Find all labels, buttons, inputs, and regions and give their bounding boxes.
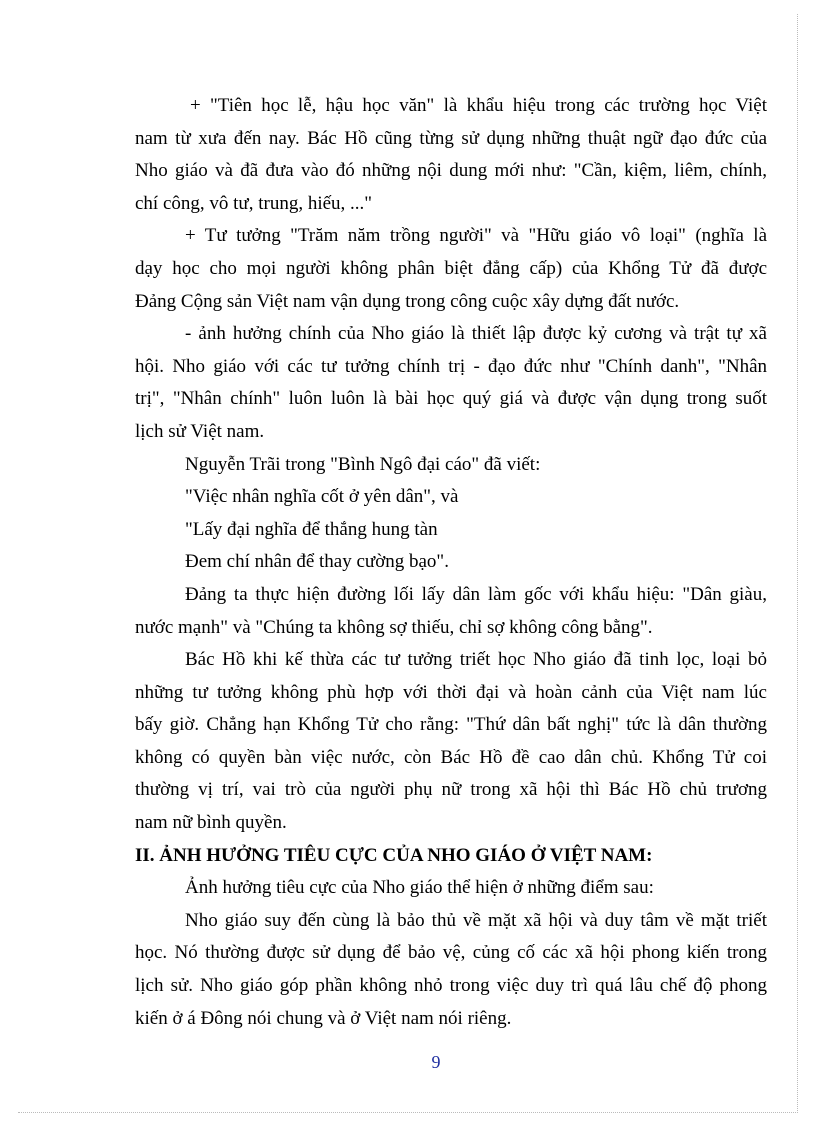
page-number: 9: [431, 1052, 441, 1072]
paragraph-line: nước mạnh" và "Chúng ta không sợ thiếu, chỉ sợ không công bằng".: [135, 616, 653, 638]
paragraph-line: nam từ xưa đến nay. Bác Hồ cũng từng sử dụng những thuật ngữ đạo đức của: [135, 127, 767, 149]
paragraph-line: những tư tưởng không phù hợp với thời đại và hoàn cảnh của Việt nam lúc: [135, 681, 767, 703]
paragraph-line: bấy giờ. Chẳng hạn Khổng Tử cho rằng: "Thứ dân bất nghị" tức là dân thường: [135, 714, 767, 736]
paragraph-line: dạy học cho mọi người không phân biệt đẳng cấp) của Khổng Tử đã được: [135, 257, 767, 279]
quote-line: Đem chí nhân để thay cường bạo".: [185, 551, 449, 573]
paragraph-line: trị", "Nhân chính" luôn luôn là bài học quý giá và được vận dụng trong suốt: [135, 388, 767, 410]
paragraph-line: không có quyền bàn việc nước, còn Bác Hồ đề cao dân chủ. Khổng Tử coi: [135, 746, 767, 768]
document-body: [135, 90, 767, 1035]
paragraph-line: Đảng Cộng sản Việt nam vận dụng trong công cuộc xây dựng đất nước.: [135, 290, 680, 312]
section-heading: II. ẢNH HƯỞNG TIÊU CỰC CỦA NHO GIÁO Ở VIỆT NAM:: [135, 844, 653, 866]
paragraph-line: Nho giáo suy đến cùng là bảo thủ về mặt xã hội và duy tâm về mặt triết: [185, 909, 767, 931]
paragraph-line: Đảng ta thực hiện đường lối lấy dân làm gốc với khẩu hiệu: "Dân giàu,: [185, 583, 767, 605]
paragraph-line: + "Tiên học lễ, hậu học văn" là khẩu hiệu trong các trường học Việt: [190, 95, 767, 116]
paragraph-line: học. Nó thường được sử dụng để bảo vệ, củng cố các xã hội phong kiến trong: [135, 942, 767, 964]
paragraph-line: lịch sử. Nho giáo góp phần không nhỏ trong việc duy trì quá lâu chế độ phong: [135, 975, 767, 997]
paragraph-line: Nho giáo và đã đưa vào đó những nội dung mới như: "Cần, kiệm, liêm, chính,: [135, 160, 767, 182]
quote-line: "Lấy đại nghĩa để thắng hung tàn: [185, 518, 438, 540]
paragraph-line: Ảnh hưởng tiêu cực của Nho giáo thể hiện ở những điểm sau:: [185, 877, 654, 899]
paragraph-line: Bác Hồ khi kế thừa các tư tưởng triết học Nho giáo đã tinh lọc, loại bỏ: [185, 649, 767, 671]
paragraph-line: nam nữ bình quyền.: [135, 812, 287, 834]
paragraph-line: chí công, vô tư, trung, hiếu, ...": [135, 192, 373, 214]
quote-line: "Việc nhân nghĩa cốt ở yên dân", và: [185, 486, 459, 508]
paragraph-line: kiến ở á Đông nói chung và ở Việt nam nói riêng.: [135, 1007, 512, 1029]
quote-intro-line: Nguyễn Trãi trong "Bình Ngô đại cáo" đã viết:: [185, 453, 541, 475]
paragraph-line: + Tư tưởng "Trăm năm trồng người" và "Hữu giáo vô loại" (nghĩa là: [185, 225, 767, 247]
paragraph-line: thường vị trí, vai trò của người phụ nữ trong xã hội thì Bác Hồ chủ trương: [135, 779, 767, 801]
paragraph-line: lịch sử Việt nam.: [135, 420, 265, 442]
paragraph-line: hội. Nho giáo với các tư tưởng chính trị - đạo đức như "Chính danh", "Nhân: [135, 355, 767, 377]
paragraph-line: - ảnh hưởng chính của Nho giáo là thiết lập được kỷ cương và trật tự xã: [185, 323, 767, 345]
